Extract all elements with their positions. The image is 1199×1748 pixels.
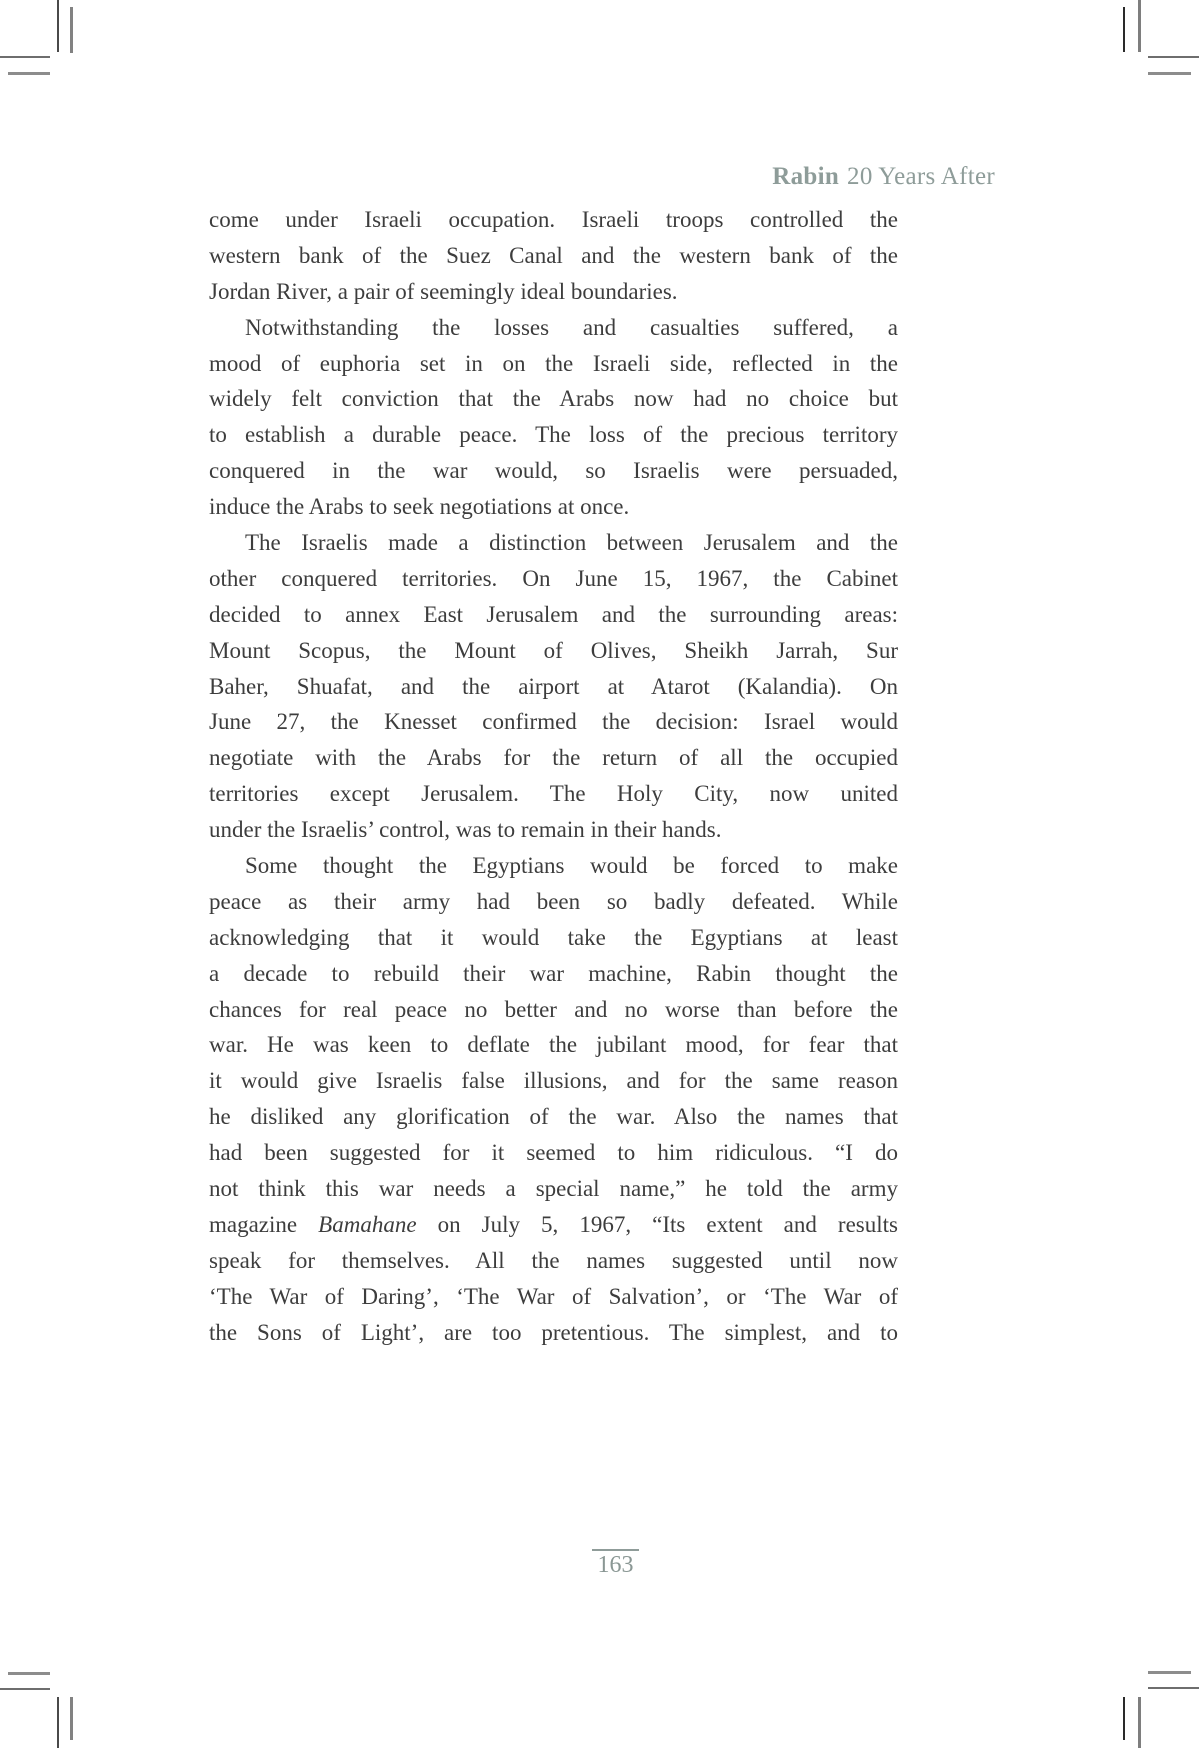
paragraph (209, 310, 898, 525)
paragraph (209, 202, 898, 310)
crop-mark-top-left-horizontal-outer (0, 56, 50, 58)
crop-mark-bottom-right-vertical-outer (1138, 1697, 1141, 1748)
text-line: conquered in the war would, so Israelis were persuaded, (209, 458, 898, 484)
text-line: he disliked any glorification of the war. Also the names that (209, 1104, 898, 1130)
crop-mark-bottom-right-vertical-inner (1123, 1697, 1125, 1740)
crop-mark-bottom-left-horizontal-inner (8, 1672, 50, 1675)
text-line: Mount Scopus, the Mount of Olives, Sheikh Jarrah, Sur (209, 637, 898, 663)
crop-mark-bottom-left-vertical-inner (70, 1697, 73, 1740)
text-line: to establish a durable peace. The loss of the precious territory (209, 422, 898, 448)
text-line: war. He was keen to deflate the jubilant mood, for fear that (209, 1032, 898, 1058)
paragraph (209, 525, 898, 848)
text-line: induce the Arabs to seek negotiations at once. (209, 494, 630, 520)
crop-mark-bottom-right-horizontal-inner (1148, 1671, 1191, 1674)
text-line: widely felt conviction that the Arabs now had no choice but (209, 386, 898, 412)
running-header-book-title: Rabin (772, 163, 840, 190)
crop-mark-top-right-horizontal-inner (1148, 72, 1191, 75)
crop-mark-top-left-vertical-outer (57, 0, 59, 52)
text-line: western bank of the Suez Canal and the western bank of the (209, 242, 898, 268)
crop-mark-bottom-right-horizontal-outer (1148, 1687, 1199, 1689)
text-line: ‘The War of Daring’, ‘The War of Salvation’, or ‘The War of (209, 1283, 898, 1309)
text-line: Jordan River, a pair of seemingly ideal boundaries. (209, 278, 678, 304)
text-line: not think this war needs a special name,” he told the army (209, 1176, 898, 1202)
crop-mark-bottom-left-horizontal-outer (0, 1688, 50, 1690)
text-line: June 27, the Knesset confirmed the decision: Israel would (209, 709, 898, 735)
running-header-subtitle: 20 Years After (847, 163, 995, 190)
text-line: decided to annex East Jerusalem and the surrounding areas: (209, 601, 898, 627)
text-line: speak for themselves. All the names suggested until now (209, 1247, 898, 1273)
text-line: come under Israeli occupation. Israeli troops controlled the (209, 207, 898, 232)
page-number-value: 163 (597, 1552, 634, 1578)
text-line: acknowledging that it would take the Egyptians at least (209, 924, 898, 950)
text-line: it would give Israelis false illusions, and for the same reason (209, 1068, 898, 1094)
text-line: mood of euphoria set in on the Israeli side, reflected in the (209, 350, 898, 376)
text-line: Some thought the Egyptians would be forced to make (245, 853, 898, 879)
crop-mark-top-right-horizontal-outer (1148, 56, 1199, 58)
text-line: the Sons of Light’, are too pretentious. The simplest, and to (209, 1319, 898, 1345)
crop-mark-top-left-vertical-inner (70, 7, 73, 53)
body-text (209, 202, 898, 1351)
text-line: peace as their army had been so badly defeated. While (209, 888, 898, 914)
text-line: chances for real peace no better and no worse than before the (209, 996, 898, 1022)
text-line: a decade to rebuild their war machine, Rabin thought the (209, 960, 898, 986)
crop-mark-bottom-left-vertical-outer (57, 1697, 59, 1748)
text-line: territories except Jerusalem. The Holy City, now united (209, 781, 898, 807)
crop-mark-top-left-horizontal-inner (8, 72, 50, 75)
text-line: other conquered territories. On June 15, 1967, the Cabinet (209, 565, 898, 591)
text-line: under the Israelis’ control, was to remain in their hands. (209, 817, 722, 843)
page-number (592, 1549, 639, 1579)
text-line: Baher, Shuafat, and the airport at Atarot (Kalandia). On (209, 673, 898, 699)
crop-mark-top-right-vertical-inner (1123, 7, 1125, 52)
text-line: The Israelis made a distinction between Jerusalem and the (245, 530, 898, 556)
paragraph (209, 848, 898, 1350)
italic-text: Bamahane (318, 1211, 417, 1237)
text-line: had been suggested for it seemed to him ridiculous. “I do (209, 1140, 898, 1166)
text-line: Notwithstanding the losses and casualties suffered, a (245, 314, 898, 340)
running-header (0, 163, 995, 191)
text-line: negotiate with the Arabs for the return of all the occupied (209, 745, 898, 771)
text-line: magazine Bamahane on July 5, 1967, “Its extent and results (209, 1211, 898, 1237)
crop-mark-top-right-vertical-outer (1138, 0, 1141, 52)
